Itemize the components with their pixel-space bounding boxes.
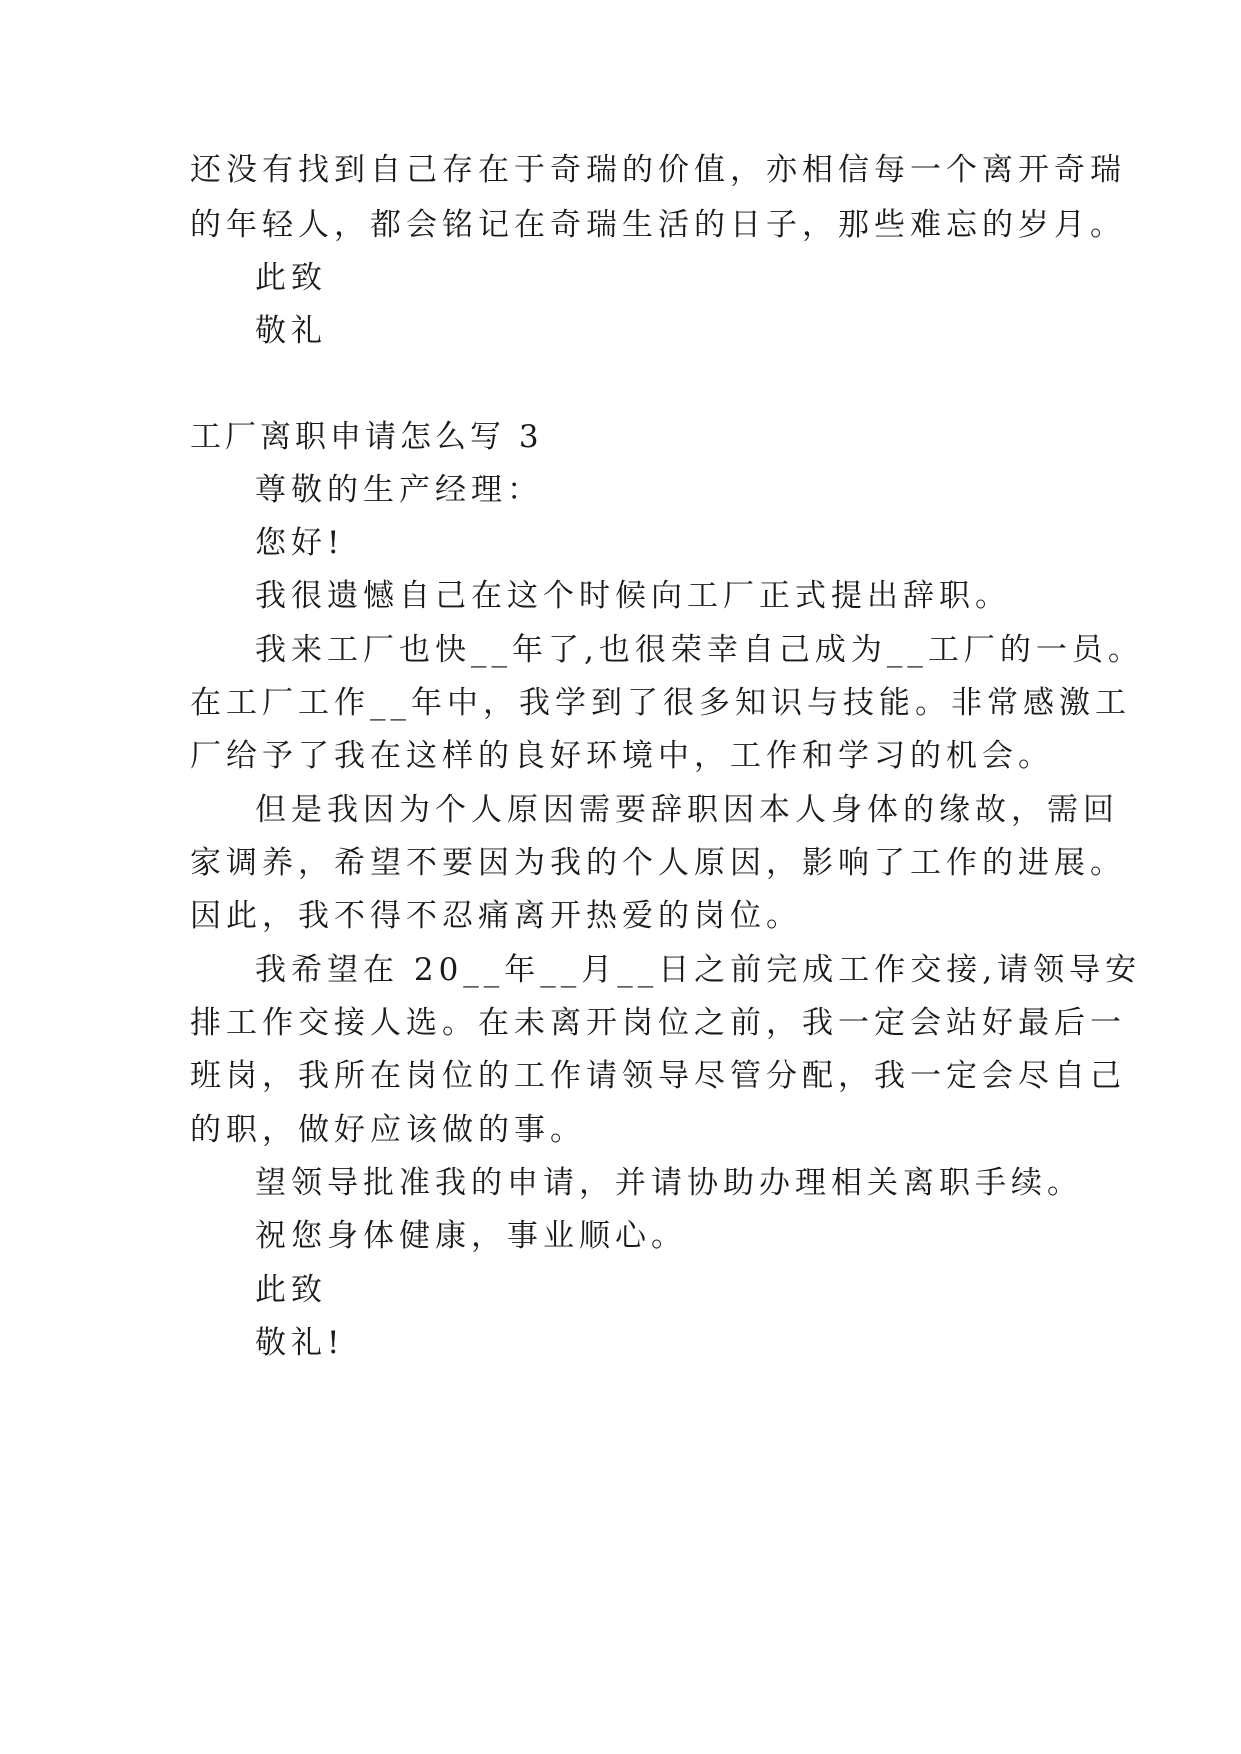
- paragraph-line: 的职，做好应该做的事。: [190, 1112, 586, 1148]
- paragraph-line: 但是我因为个人原因需要辞职因本人身体的缘故，需回: [255, 792, 1119, 828]
- closing-regards: 敬礼!: [255, 1325, 345, 1361]
- paragraph-line: 的年轻人，都会铭记在奇瑞生活的日子，那些难忘的岁月。: [190, 207, 1126, 243]
- paragraph-line: 班岗，我所在岗位的工作请领导尽管分配，我一定会尽自己: [190, 1058, 1126, 1094]
- paragraph-line: 我希望在 20__年__月__日之前完成工作交接,请领导安: [255, 952, 1142, 988]
- closing-salutation: 此致: [255, 1272, 327, 1308]
- paragraph-line: 还没有找到自己存在于奇瑞的价值，亦相信每一个离开奇瑞: [190, 152, 1126, 188]
- closing-salutation: 此致: [255, 260, 327, 296]
- greeting-hello: 您好!: [255, 525, 345, 561]
- greeting-recipient: 尊敬的生产经理：: [255, 472, 543, 508]
- paragraph-line: 在工厂工作__年中，我学到了很多知识与技能。非常感激工: [190, 685, 1131, 721]
- paragraph-line: 因此，我不得不忍痛离开热爱的岗位。: [190, 898, 802, 934]
- paragraph-line: 排工作交接人选。在未离开岗位之前，我一定会站好最后一: [190, 1005, 1126, 1041]
- paragraph-line: 家调养，希望不要因为我的个人原因，影响了工作的进展。: [190, 845, 1126, 881]
- paragraph-line: 厂给予了我在这样的良好环境中，工作和学习的机会。: [190, 738, 1054, 774]
- section-heading: 工厂离职申请怎么写 3: [190, 419, 543, 455]
- closing-regards: 敬礼: [255, 313, 327, 349]
- paragraph-line: 我很遗憾自己在这个时候向工厂正式提出辞职。: [255, 578, 1011, 614]
- paragraph-line: 我来工厂也快__年了,也很荣幸自己成为__工厂的一员。: [255, 632, 1144, 668]
- paragraph-line: 祝您身体健康，事业顺心。: [255, 1218, 687, 1254]
- paragraph-line: 望领导批准我的申请，并请协助办理相关离职手续。: [255, 1165, 1083, 1201]
